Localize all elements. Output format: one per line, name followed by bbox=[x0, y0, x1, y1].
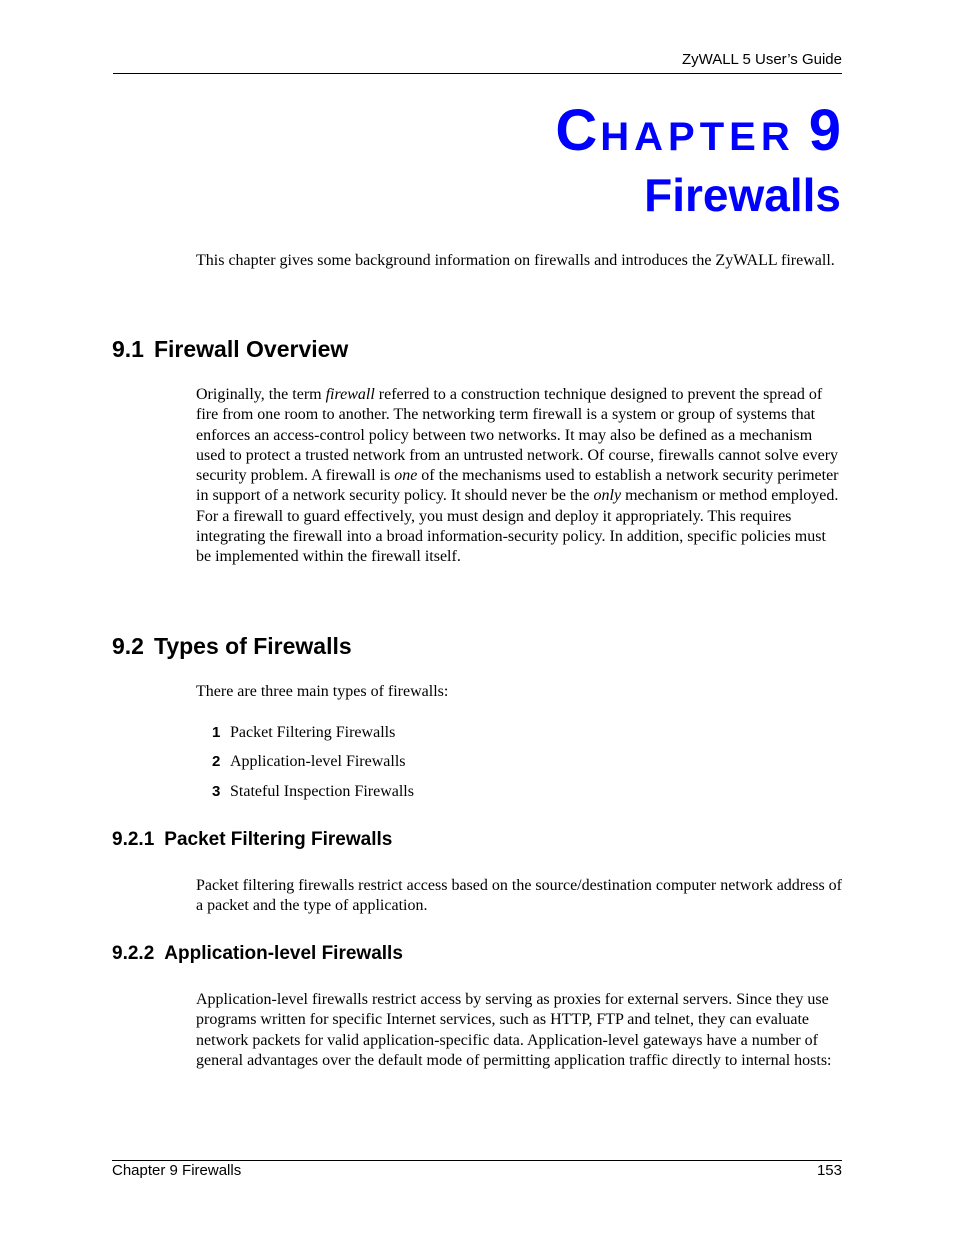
italic-term-firewall: firewall bbox=[325, 386, 375, 403]
text-run: of the mechanisms used to establish a network security perimeter in support of a network security policy. It should never be the bbox=[196, 467, 839, 505]
section-number: 9.2.2 bbox=[112, 943, 155, 964]
section-title: Firewall Overview bbox=[153, 336, 349, 362]
section-heading-9-1 bbox=[112, 335, 348, 363]
section-heading-9-2-1 bbox=[112, 828, 392, 852]
footer-page-number: 153 bbox=[816, 1162, 842, 1179]
section-title: Application-level Firewalls bbox=[164, 943, 403, 964]
footer-divider bbox=[112, 1160, 842, 1161]
firewall-overview-paragraph bbox=[196, 385, 842, 568]
header-divider bbox=[113, 73, 842, 74]
list-text: Application-level Firewalls bbox=[230, 753, 406, 770]
footer-chapter-ref: Chapter 9 Firewalls bbox=[112, 1162, 242, 1179]
section-number: 9.2 bbox=[112, 633, 144, 659]
application-level-paragraph: Application-level firewalls restrict access by serving as proxies for external servers. Since they use programs written for specific Internet services, such as HTTP, FTP and telnet, they can evaluate network packets for valid application-specific data. Application-level gateways have a number of general advantages over the default mode of permitting application traffic directly to internal hosts: bbox=[196, 991, 832, 1069]
chapter-number: 9 bbox=[808, 98, 841, 163]
italic-term-one: one bbox=[394, 467, 418, 485]
list-item bbox=[212, 752, 406, 772]
chapter-label bbox=[555, 96, 841, 172]
chapter-label-rest: HAPTER bbox=[600, 115, 795, 159]
list-number: 2 bbox=[212, 753, 221, 770]
chapter-intro: This chapter gives some background information on firewalls and introduces the ZyWALL firewall. bbox=[196, 252, 835, 269]
list-text: Packet Filtering Firewalls bbox=[230, 724, 396, 741]
list-number: 1 bbox=[212, 724, 221, 741]
list-number: 3 bbox=[212, 783, 221, 800]
list-text: Stateful Inspection Firewalls bbox=[230, 783, 414, 800]
italic-term-only: only bbox=[593, 487, 622, 505]
packet-filtering-paragraph: Packet filtering firewalls restrict access based on the source/destination computer network address of a packet and the type of application. bbox=[196, 877, 842, 915]
list-item bbox=[212, 723, 395, 743]
types-intro: There are three main types of firewalls: bbox=[196, 683, 449, 700]
section-number: 9.2.1 bbox=[112, 829, 155, 850]
chapter-label-initial: C bbox=[555, 98, 601, 163]
section-title: Packet Filtering Firewalls bbox=[164, 829, 393, 850]
section-heading-9-2 bbox=[112, 632, 352, 660]
text-run: mechanism or method employed. For a firewall to guard effectively, you must design and deploy it appropriately. This requires integrating the firewall into a broad information-security policy. In addition, specific policies must be implemented within the firewall itself. bbox=[196, 487, 839, 566]
text-run: Originally, the term bbox=[196, 386, 326, 403]
running-header: ZyWALL 5 User’s Guide bbox=[681, 51, 842, 68]
chapter-title: Firewalls bbox=[644, 169, 841, 221]
list-item bbox=[212, 782, 414, 802]
section-heading-9-2-2 bbox=[112, 942, 403, 966]
text-run: referred to a construction technique designed to prevent the spread of fire from one room to another. The networking term firewall is a system or group of systems that enforces an access-control policy between two networks. It may also be defined as a mechanism used to protect a trusted network from an untrusted network. Of course, firewalls cannot solve every security problem. A firewall is bbox=[196, 386, 839, 485]
section-title: Types of Firewalls bbox=[153, 633, 352, 659]
section-number: 9.1 bbox=[112, 336, 144, 362]
